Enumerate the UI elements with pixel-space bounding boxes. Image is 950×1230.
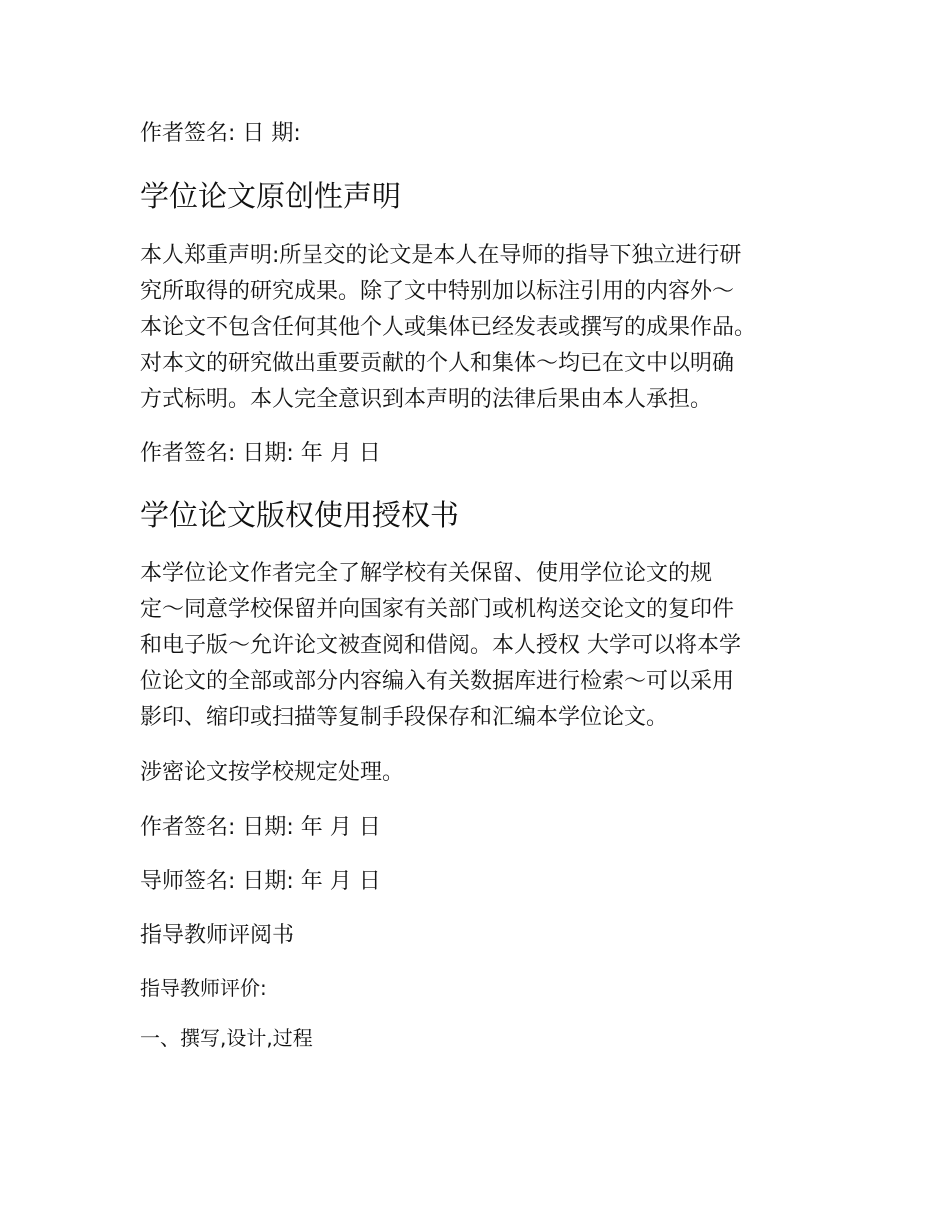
classified-note: 涉密论文按学校规定处理。 [140, 760, 405, 785]
paragraph-line: 对本文的研究做出重要贡献的个人和集体～均已在文中以明确 [140, 351, 735, 376]
copyright-author-signature: 作者签名: 日期: 年 月 日 [140, 815, 381, 840]
review-title: 指导教师评阅书 [140, 923, 295, 948]
paragraph-line: 位论文的全部或部分内容编入有关数据库进行检索～可以采用 [140, 669, 735, 694]
originality-author-signature: 作者签名: 日期: 年 月 日 [140, 441, 381, 466]
paragraph-line: 本学位论文作者完全了解学校有关保留、使用学位论文的规 [140, 561, 713, 586]
paragraph-line: 定～同意学校保留并向国家有关部门或机构送交论文的复印件 [140, 597, 735, 622]
paragraph-line: 究所取得的研究成果。除了文中特别加以标注引用的内容外～ [140, 279, 735, 304]
paragraph-line: 本论文不包含任何其他个人或集体已经发表或撰写的成果作品。 [140, 315, 757, 340]
evaluation-label: 指导教师评价: [140, 976, 267, 1000]
paragraph-line: 本人郑重声明:所呈交的论文是本人在导师的指导下独立进行研 [140, 243, 742, 268]
paragraph-line: 方式标明。本人完全意识到本声明的法律后果由本人承担。 [140, 387, 713, 412]
originality-statement [140, 238, 820, 418]
advisor-signature: 导师签名: 日期: 年 月 日 [140, 869, 381, 894]
paragraph-line: 影印、缩印或扫描等复制手段保存和汇编本学位论文。 [140, 705, 669, 730]
copyright-title: 学位论文版权使用授权书 [140, 498, 460, 532]
copyright-statement [140, 556, 820, 736]
paragraph-line: 和电子版～允许论文被查阅和借阅。本人授权 大学可以将本学 [140, 633, 741, 658]
top-signature-line: 作者签名: 日 期: [140, 121, 301, 146]
originality-title: 学位论文原创性声明 [140, 179, 402, 213]
review-item-1: 一、撰写,设计,过程 [140, 1026, 313, 1050]
